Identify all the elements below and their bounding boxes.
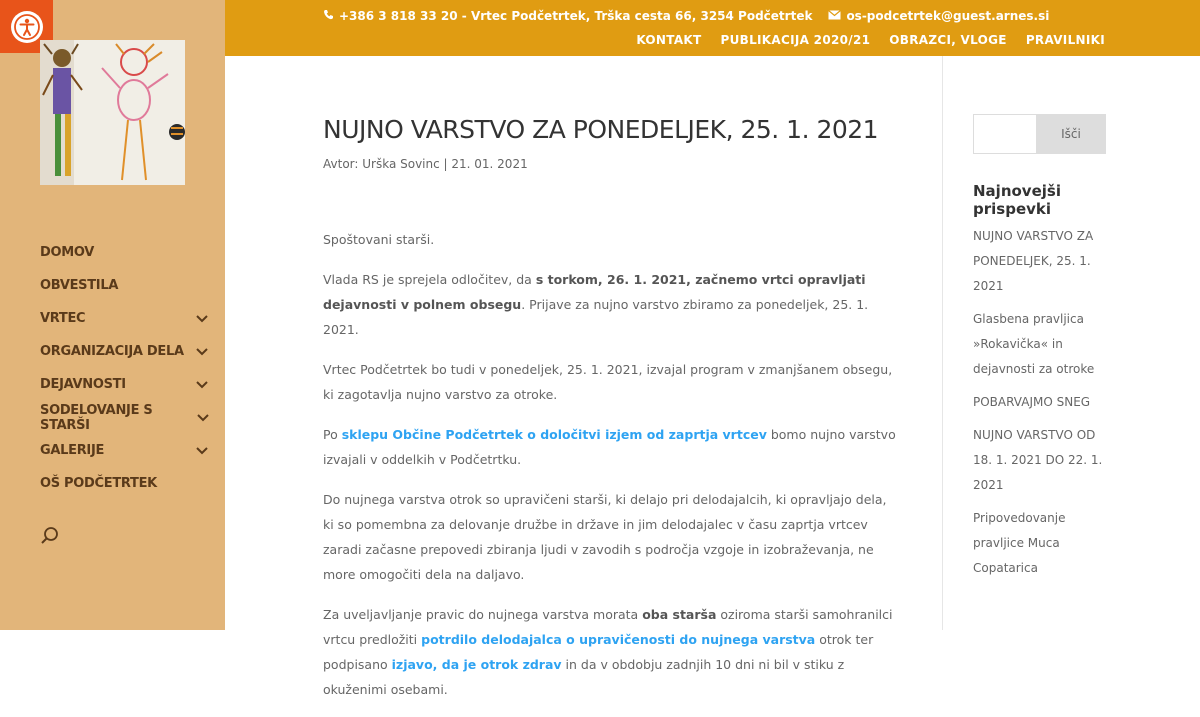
search-form bbox=[973, 114, 1106, 154]
text-span: Po bbox=[323, 427, 342, 442]
recent-posts-list bbox=[973, 224, 1106, 581]
nav-label: DEJAVNOSTI bbox=[40, 377, 126, 392]
chevron-down-icon[interactable] bbox=[194, 344, 210, 360]
post-title: NUJNO VARSTVO ZA PONEDELJEK, 25. 1. 2021 bbox=[323, 115, 879, 144]
top-header bbox=[225, 0, 1200, 56]
topnav-kontakt[interactable]: KONTAKT bbox=[636, 33, 702, 47]
text-span: Vlada RS je sprejela odločitev, da bbox=[323, 272, 536, 287]
phone-info bbox=[323, 9, 812, 23]
post-body bbox=[323, 227, 901, 702]
nav-item-vrtec[interactable] bbox=[40, 302, 210, 335]
text-span: oziroma starši samohranilci vrtcu predložiti bbox=[323, 607, 893, 647]
text-span: Za uveljavljanje pravic do nujnega varstva morata bbox=[323, 607, 643, 622]
nav-label: ORGANIZACIJA DELA bbox=[40, 344, 184, 359]
accessibility-icon bbox=[11, 11, 43, 43]
text-span: otrok ter podpisano bbox=[323, 632, 874, 672]
recent-post-link[interactable]: NUJNO VARSTVO ZA PONEDELJEK, 25. 1. 2021 bbox=[973, 229, 1094, 293]
sklep-link[interactable]: sklepu Občine Podčetrtek o določitvi izjem od zaprtja vrtcev bbox=[341, 427, 767, 442]
topnav-publikacija[interactable]: PUBLIKACIJA 2020/21 bbox=[720, 33, 871, 47]
email-info[interactable] bbox=[828, 9, 1049, 23]
recent-post-link[interactable]: Glasbena pravljica »Rokavička« in dejavnosti za otroke bbox=[973, 312, 1095, 376]
bold-text: s torkom, 26. 1. 2021, začnemo vrtci opravljati dejavnosti v polnem obsegu bbox=[323, 272, 866, 312]
search-icon[interactable] bbox=[40, 526, 60, 546]
post-article bbox=[323, 112, 901, 717]
post-paragraph bbox=[323, 267, 901, 342]
phone-text: +386 3 818 33 20 - Vrtec Podčetrtek, Trška cesta 66, 3254 Podčetrtek bbox=[339, 9, 813, 23]
post-paragraph: Do nujnega varstva otrok so upravičeni starši, ki delajo pri delodajalcih, ki opravljajo dela, ki so pomembna za delovanje družbe in države in jim delodajalec v času zaprtja vrtcev zaradi začasne prepovedi zbiranja ljudi v zavodih s področja vzgoje in izobraževanja, ne more omogočiti dela na daljavo. bbox=[323, 492, 887, 582]
nav-label: GALERIJE bbox=[40, 443, 105, 458]
post-paragraph bbox=[323, 422, 901, 472]
text-span: bomo nujno varstvo izvajali v oddelkih v Podčetrtku. bbox=[323, 427, 896, 467]
recent-post-link[interactable]: Pripovedovanje pravljice Muca Copatarica bbox=[973, 511, 1066, 575]
recent-posts-heading: Najnovejši prispevki bbox=[973, 182, 1061, 218]
text-span: in da v obdobju zadnjih 10 dni ni bil v stiku z okuženimi osebami. bbox=[323, 657, 845, 697]
potrdilo-link[interactable]: potrdilo delodajalca o upravičenosti do nujnega varstva bbox=[421, 632, 816, 647]
main-navigation bbox=[40, 236, 210, 500]
chevron-down-icon[interactable] bbox=[195, 410, 210, 426]
nav-item-galerije[interactable] bbox=[40, 434, 210, 467]
nav-item-domov[interactable] bbox=[40, 236, 210, 269]
izjava-link[interactable]: izjavo, da je otrok zdrav bbox=[391, 657, 562, 672]
post-paragraph: Vrtec Podčetrtek bo tudi v ponedeljek, 25. 1. 2021, izvajal program v zmanjšanem obsegu, ki zagotavlja nujno varstvo za otroke. bbox=[323, 362, 893, 402]
nav-label: OBVESTILA bbox=[40, 278, 119, 293]
nav-label: OŠ PODČETRTEK bbox=[40, 476, 157, 491]
chevron-down-icon[interactable] bbox=[194, 311, 210, 327]
bold-text: oba starša bbox=[642, 607, 717, 622]
post-meta: Avtor: Urška Sovinc | 21. 01. 2021 bbox=[323, 157, 528, 171]
right-sidebar bbox=[973, 114, 1106, 589]
nav-label: VRTEC bbox=[40, 311, 86, 326]
nav-label: SODELOVANJE S STARŠI bbox=[40, 402, 153, 433]
recent-post-link[interactable]: NUJNO VARSTVO OD 18. 1. 2021 DO 22. 1. 2021 bbox=[973, 428, 1103, 492]
chevron-down-icon[interactable] bbox=[194, 443, 210, 459]
top-navigation bbox=[636, 33, 1105, 47]
post-paragraph bbox=[323, 602, 901, 702]
search-button[interactable]: Išči bbox=[1036, 114, 1106, 154]
nav-label: DOMOV bbox=[40, 245, 95, 260]
contact-info bbox=[323, 9, 1049, 23]
search-input[interactable] bbox=[973, 114, 1036, 154]
email-text: os-podcetrtek@guest.arnes.si bbox=[846, 9, 1050, 23]
nav-item-sodelovanje-s-starsi[interactable] bbox=[40, 401, 210, 434]
envelope-icon bbox=[828, 9, 841, 23]
text-span: . Prijave za nujno varstvo zbiramo za ponedeljek, 25. 1. 2021. bbox=[323, 297, 869, 337]
site-logo[interactable] bbox=[40, 40, 185, 185]
left-sidebar bbox=[0, 0, 225, 630]
nav-item-dejavnosti[interactable] bbox=[40, 368, 210, 401]
topnav-obrazci-vloge[interactable]: OBRAZCI, VLOGE bbox=[889, 33, 1007, 47]
nav-item-organizacija-dela[interactable] bbox=[40, 335, 210, 368]
content-divider bbox=[942, 56, 943, 630]
nav-item-os-podcetrtek[interactable] bbox=[40, 467, 210, 500]
phone-icon bbox=[323, 9, 334, 23]
nav-item-obvestila[interactable] bbox=[40, 269, 210, 302]
chevron-down-icon[interactable] bbox=[194, 377, 210, 393]
topnav-pravilniki[interactable]: PRAVILNIKI bbox=[1025, 33, 1105, 47]
recent-post-link[interactable]: POBARVAJMO SNEG bbox=[973, 395, 1091, 409]
post-paragraph: Spoštovani starši. bbox=[323, 232, 435, 247]
